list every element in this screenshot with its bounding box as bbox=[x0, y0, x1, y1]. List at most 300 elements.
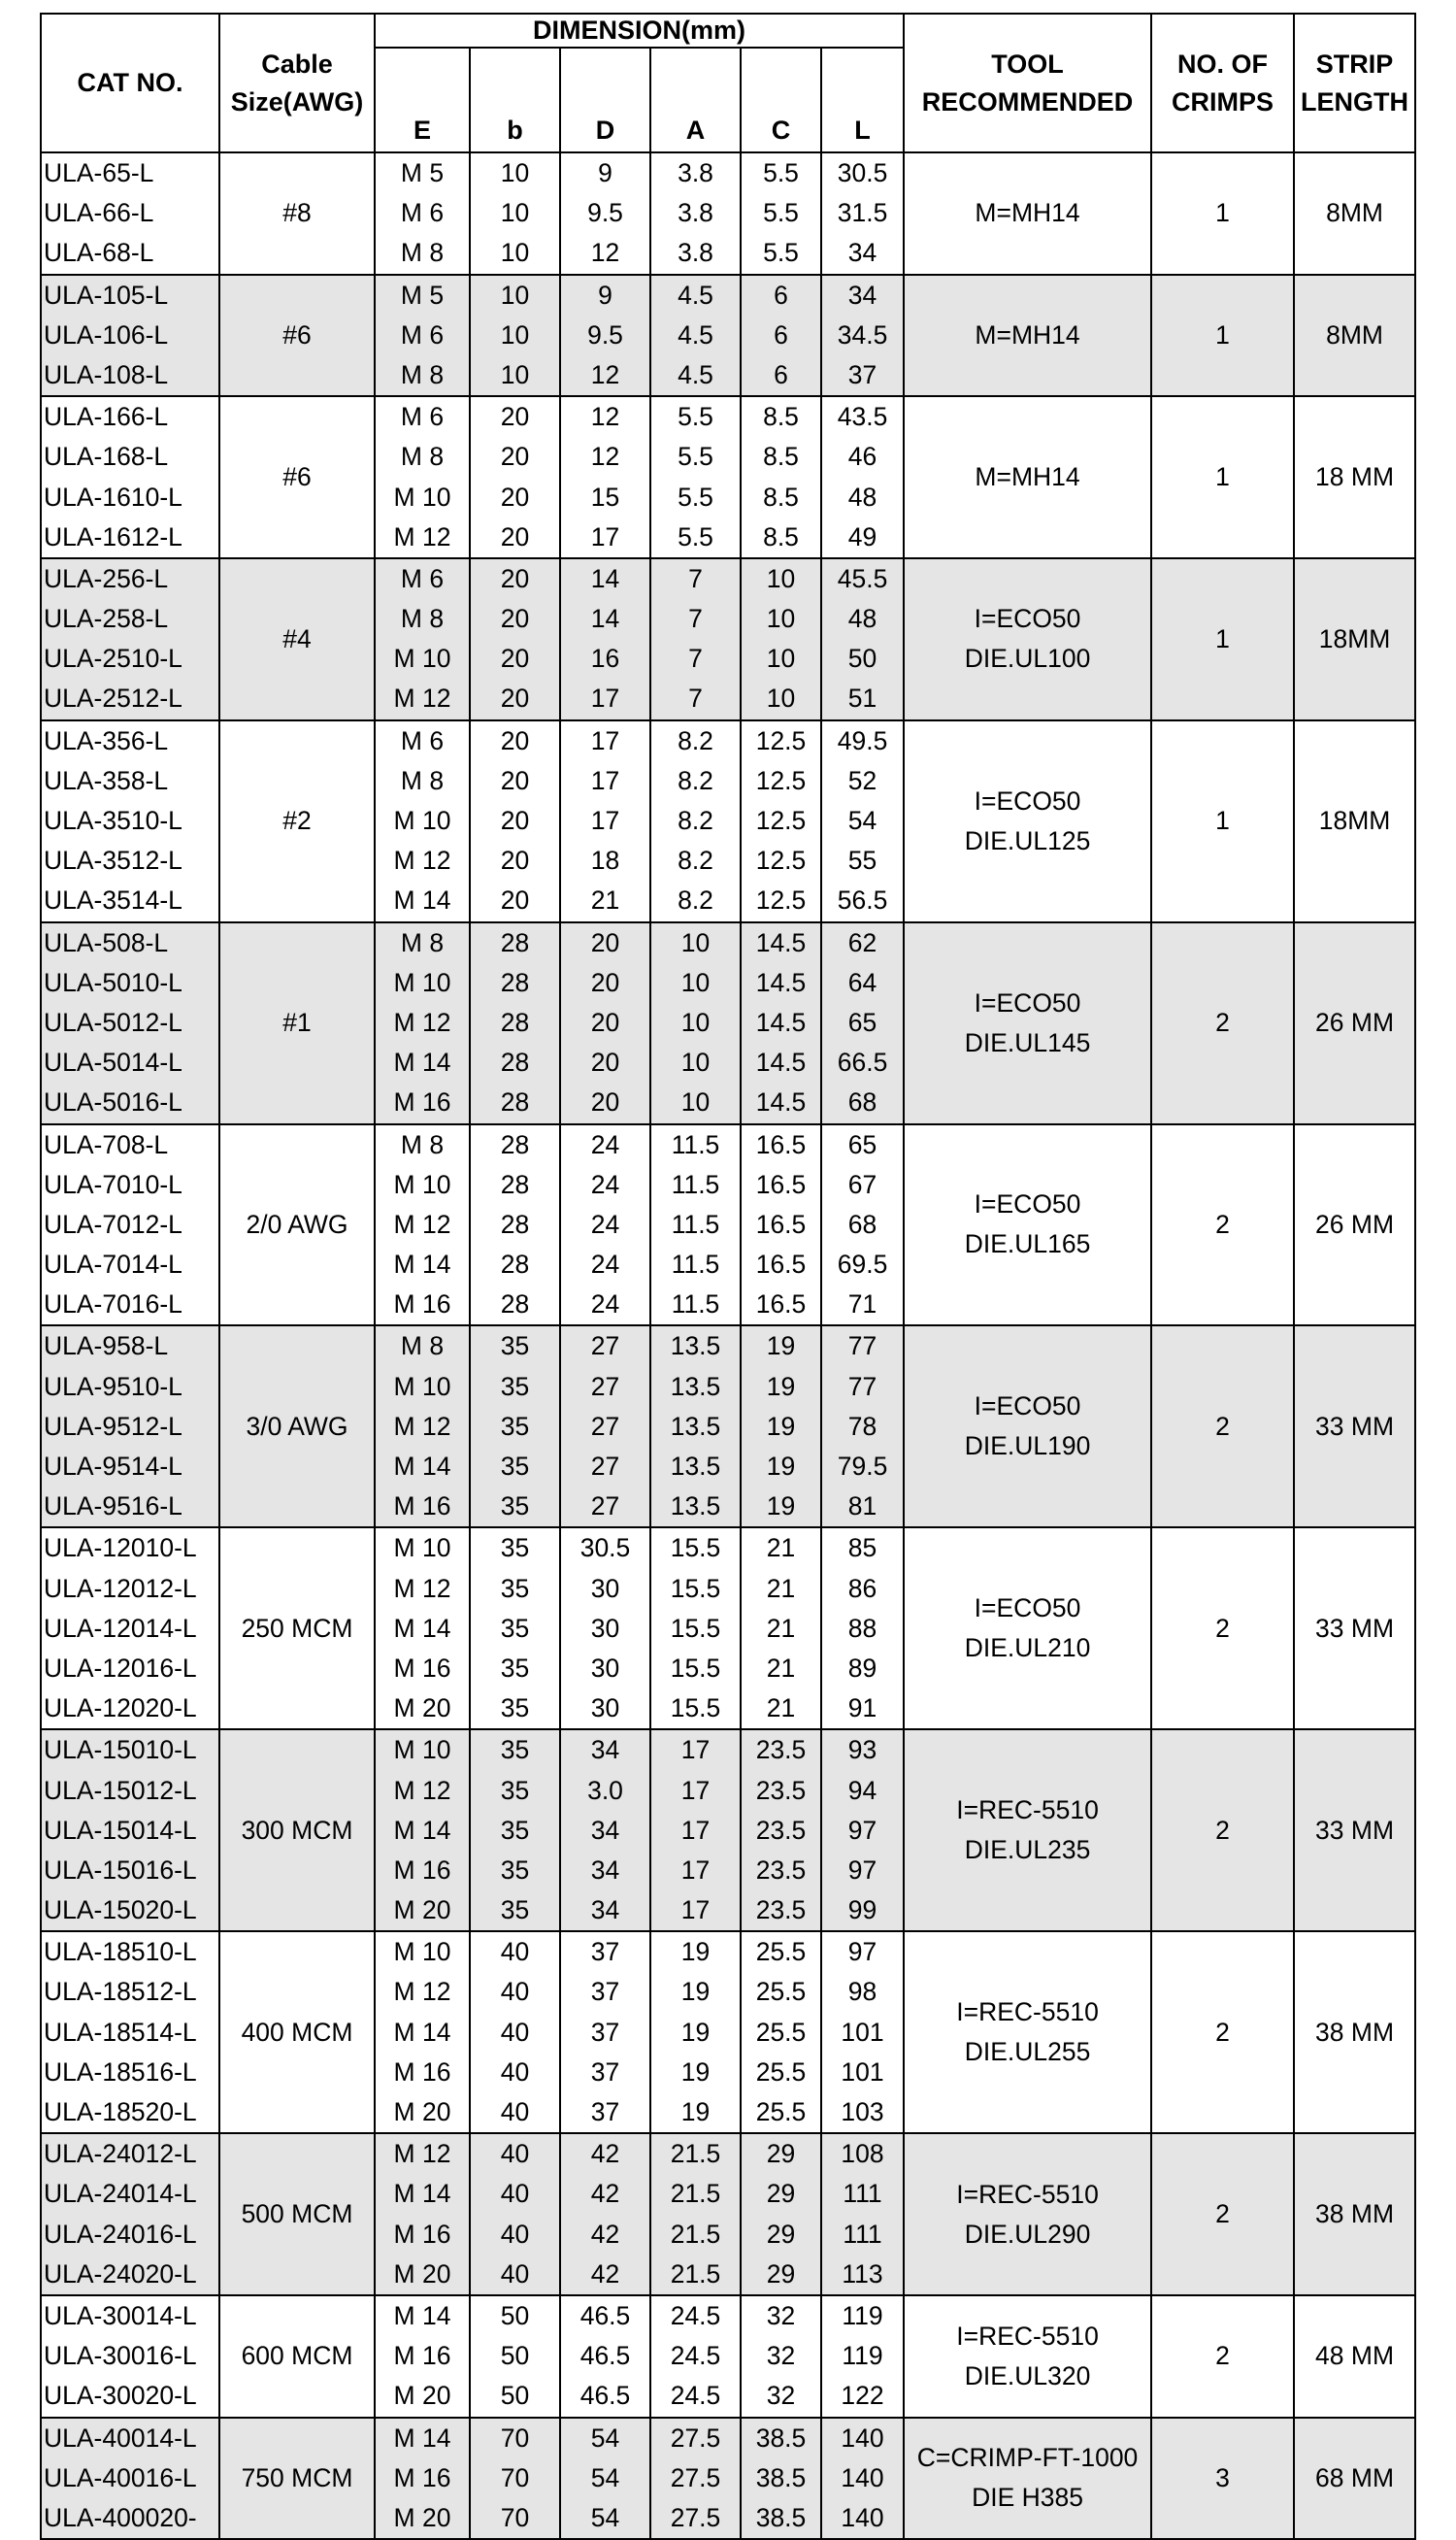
dim-b-value: 20 bbox=[500, 725, 530, 755]
cat-no-value: ULA-7012-L bbox=[44, 1209, 182, 1239]
dim-l-value: 93 bbox=[847, 1735, 877, 1765]
tool-line: C=CRIMP-FT-1000 bbox=[916, 2443, 1139, 2473]
dim-a-cell bbox=[650, 275, 741, 397]
cable-size-cell: 300 MCM bbox=[219, 1729, 375, 1931]
dim-c-value: 38.5 bbox=[755, 2423, 807, 2453]
dim-a-value: 5.5 bbox=[678, 402, 713, 432]
dim-e-value: M 14 bbox=[393, 1452, 451, 1481]
tool-line: I=ECO50 bbox=[974, 1593, 1081, 1623]
dim-e-cell bbox=[375, 2133, 470, 2295]
dim-d-cell bbox=[560, 2418, 650, 2540]
dim-a-value: 4.5 bbox=[678, 319, 713, 350]
dim-a-value: 3.8 bbox=[678, 198, 713, 228]
dim-a-value: 24.5 bbox=[670, 2381, 721, 2411]
cat-no-value: ULA-12010-L bbox=[44, 1533, 197, 1563]
dim-e-value: M 6 bbox=[400, 563, 445, 593]
dim-c-value: 23.5 bbox=[755, 1735, 807, 1765]
dim-e-cell bbox=[375, 558, 470, 720]
dim-l-value: 30.5 bbox=[837, 158, 888, 187]
dim-a-value: 10 bbox=[680, 1007, 711, 1037]
crimps-cell: 2 bbox=[1151, 922, 1294, 1124]
strip-length-cell: 33 MM bbox=[1294, 1325, 1415, 1527]
dim-d-value: 12 bbox=[590, 442, 620, 472]
dim-a-value: 24.5 bbox=[670, 2300, 721, 2330]
dim-a-cell bbox=[650, 2133, 741, 2295]
dim-b-cell bbox=[470, 1124, 560, 1326]
dim-e-value: M 16 bbox=[393, 1289, 451, 1320]
dim-a-value: 19 bbox=[680, 1937, 711, 1967]
dim-d-cell bbox=[560, 1931, 650, 2133]
dim-l-value: 48 bbox=[847, 604, 877, 634]
dim-b-value: 20 bbox=[500, 765, 530, 795]
dim-d-value: 30 bbox=[590, 1693, 620, 1723]
dim-e-value: M 14 bbox=[393, 2179, 451, 2209]
dim-e-cell bbox=[375, 1325, 470, 1527]
dim-d-value: 18 bbox=[590, 846, 620, 876]
dim-c-cell bbox=[741, 1325, 821, 1527]
cat-no-value: ULA-9516-L bbox=[44, 1491, 182, 1521]
dim-a-value: 8.2 bbox=[678, 846, 713, 876]
dim-a-value: 27.5 bbox=[670, 2462, 721, 2492]
tool-line: DIE.UL145 bbox=[964, 1027, 1091, 1057]
dim-b-cell bbox=[470, 2133, 560, 2295]
cat-no-cell bbox=[41, 396, 219, 558]
dim-l-cell bbox=[821, 152, 904, 275]
dim-b-value: 70 bbox=[500, 2502, 530, 2532]
dim-l-value: 89 bbox=[847, 1653, 877, 1683]
tool-line: DIE H385 bbox=[972, 2483, 1083, 2513]
tool-line: I=ECO50 bbox=[974, 785, 1081, 816]
tool-line: DIE.UL125 bbox=[964, 825, 1091, 855]
cat-no-value: ULA-12020-L bbox=[44, 1693, 197, 1723]
cable-size-cell: #2 bbox=[219, 720, 375, 922]
dim-e-value: M 12 bbox=[393, 1977, 451, 2007]
dim-d-value: 46.5 bbox=[579, 2341, 631, 2371]
dim-a-value: 8.2 bbox=[678, 886, 713, 916]
dim-d-value: 14 bbox=[590, 563, 620, 593]
dim-d-value: 15 bbox=[590, 482, 620, 512]
dim-d-cell bbox=[560, 720, 650, 922]
dim-b-value: 28 bbox=[500, 1209, 530, 1239]
dim-b-value: 35 bbox=[500, 1452, 530, 1481]
tool-recommended-cell bbox=[904, 396, 1151, 558]
dim-l-cell bbox=[821, 275, 904, 397]
dim-b-value: 20 bbox=[500, 521, 530, 551]
tool-recommended-cell bbox=[904, 2133, 1151, 2295]
dim-b-value: 40 bbox=[500, 2097, 530, 2126]
dim-a-value: 19 bbox=[680, 2056, 711, 2087]
dim-a-value: 5.5 bbox=[678, 482, 713, 512]
dim-b-value: 28 bbox=[500, 1007, 530, 1037]
dim-b-value: 20 bbox=[500, 402, 530, 432]
dim-a-value: 10 bbox=[680, 927, 711, 957]
dim-a-value: 13.5 bbox=[670, 1331, 721, 1361]
tool-line: I=ECO50 bbox=[974, 604, 1081, 634]
dim-c-value: 19 bbox=[766, 1411, 796, 1441]
dim-e-value: M 14 bbox=[393, 886, 451, 916]
cat-no-value: ULA-66-L bbox=[44, 198, 154, 228]
dim-e-value: M 8 bbox=[400, 442, 445, 472]
dim-e-value: M 16 bbox=[393, 1653, 451, 1683]
tool-line: DIE.UL190 bbox=[964, 1431, 1091, 1461]
dim-b-value: 35 bbox=[500, 1895, 530, 1925]
dim-a-value: 13.5 bbox=[670, 1491, 721, 1521]
dim-b-cell bbox=[470, 275, 560, 397]
dim-d-value: 30 bbox=[590, 1573, 620, 1603]
dim-e-value: M 14 bbox=[393, 1048, 451, 1078]
dim-d-cell bbox=[560, 152, 650, 275]
crimps-cell: 2 bbox=[1151, 2133, 1294, 2295]
dim-e-value: M 12 bbox=[393, 684, 451, 714]
cat-no-value: ULA-166-L bbox=[44, 402, 169, 432]
dim-d-value: 42 bbox=[590, 2258, 620, 2289]
dim-a-cell bbox=[650, 1124, 741, 1326]
tool-recommended-cell bbox=[904, 1325, 1151, 1527]
dim-a-value: 3.8 bbox=[678, 158, 713, 187]
dim-e-value: M 16 bbox=[393, 1087, 451, 1118]
dim-e-value: M 10 bbox=[393, 1533, 451, 1563]
dim-c-cell bbox=[741, 2295, 821, 2418]
dim-c-value: 29 bbox=[766, 2219, 796, 2249]
tool-recommended-cell bbox=[904, 922, 1151, 1124]
cat-no-value: ULA-18512-L bbox=[44, 1977, 197, 2007]
dim-l-value: 56.5 bbox=[837, 886, 888, 916]
cat-no-value: ULA-7014-L bbox=[44, 1250, 182, 1280]
dim-d-value: 20 bbox=[590, 1048, 620, 1078]
cat-no-value: ULA-12012-L bbox=[44, 1573, 197, 1603]
dim-e-value: M 14 bbox=[393, 1815, 451, 1845]
dim-c-value: 25.5 bbox=[755, 1937, 807, 1967]
dim-d-value: 24 bbox=[590, 1250, 620, 1280]
dim-c-cell bbox=[741, 396, 821, 558]
tool-line: DIE.UL235 bbox=[964, 1835, 1091, 1865]
dim-e-cell bbox=[375, 152, 470, 275]
dim-d-value: 27 bbox=[590, 1411, 620, 1441]
dim-c-value: 19 bbox=[766, 1331, 796, 1361]
dim-e-value: M 12 bbox=[393, 521, 451, 551]
dim-e-value: M 8 bbox=[400, 604, 445, 634]
dim-l-cell bbox=[821, 2133, 904, 2295]
dim-l-value: 94 bbox=[847, 1775, 877, 1805]
strip-length-cell: 68 MM bbox=[1294, 2418, 1415, 2540]
dim-c-value: 14.5 bbox=[755, 967, 807, 997]
dim-b-value: 35 bbox=[500, 1653, 530, 1683]
dim-e-value: M 12 bbox=[393, 1411, 451, 1441]
dim-l-cell bbox=[821, 396, 904, 558]
dim-l-value: 43.5 bbox=[837, 402, 888, 432]
dim-c-cell bbox=[741, 1124, 821, 1326]
dim-e-value: M 5 bbox=[400, 158, 445, 187]
dim-a-value: 7 bbox=[688, 563, 703, 593]
dim-e-value: M 14 bbox=[393, 1613, 451, 1643]
dim-b-value: 20 bbox=[500, 806, 530, 835]
cat-no-value: ULA-40016-L bbox=[44, 2462, 197, 2492]
dim-e-value: M 5 bbox=[400, 280, 445, 310]
dim-e-cell bbox=[375, 2295, 470, 2418]
dim-a-cell bbox=[650, 2295, 741, 2418]
dim-a-value: 8.2 bbox=[678, 806, 713, 835]
dim-d-value: 54 bbox=[590, 2502, 620, 2532]
cat-no-value: ULA-24020-L bbox=[44, 2258, 197, 2289]
cat-no-value: ULA-3510-L bbox=[44, 806, 182, 835]
dim-c-value: 14.5 bbox=[755, 1087, 807, 1118]
dim-d-value: 42 bbox=[590, 2219, 620, 2249]
cat-no-value: ULA-400020- bbox=[44, 2502, 197, 2532]
tool-line: DIE.UL100 bbox=[964, 644, 1091, 674]
dim-b-value: 20 bbox=[500, 886, 530, 916]
cat-no-cell bbox=[41, 2418, 219, 2540]
dim-b-cell bbox=[470, 1729, 560, 1931]
cable-size-cell: 3/0 AWG bbox=[219, 1325, 375, 1527]
cat-no-value: ULA-168-L bbox=[44, 442, 169, 472]
dim-c-value: 32 bbox=[766, 2300, 796, 2330]
dim-e-value: M 6 bbox=[400, 319, 445, 350]
dim-b-value: 20 bbox=[500, 604, 530, 634]
dim-a-value: 19 bbox=[680, 2097, 711, 2126]
cat-no-value: ULA-958-L bbox=[44, 1331, 169, 1361]
dim-l-value: 99 bbox=[847, 1895, 877, 1925]
crimp-lug-spec-table bbox=[40, 13, 1416, 2540]
dim-l-cell bbox=[821, 1325, 904, 1527]
dim-b-value: 28 bbox=[500, 1129, 530, 1159]
tool-line: DIE.UL210 bbox=[964, 1633, 1091, 1663]
dim-e-value: M 16 bbox=[393, 2219, 451, 2249]
dim-d-value: 12 bbox=[590, 359, 620, 389]
dim-l-value: 85 bbox=[847, 1533, 877, 1563]
cable-size-cell: #6 bbox=[219, 396, 375, 558]
dim-b-value: 28 bbox=[500, 1169, 530, 1199]
dim-a-value: 7 bbox=[688, 644, 703, 674]
tool-line: DIE.UL255 bbox=[964, 2037, 1091, 2067]
dim-d-cell bbox=[560, 558, 650, 720]
dim-d-cell bbox=[560, 1729, 650, 1931]
dim-a-cell bbox=[650, 1527, 741, 1729]
dim-l-value: 45.5 bbox=[837, 563, 888, 593]
dim-b-cell bbox=[470, 1527, 560, 1729]
dim-c-value: 19 bbox=[766, 1491, 796, 1521]
dim-b-value: 10 bbox=[500, 359, 530, 389]
dim-b-value: 35 bbox=[500, 1411, 530, 1441]
dim-e-cell bbox=[375, 1931, 470, 2133]
dim-d-cell bbox=[560, 2295, 650, 2418]
cat-no-value: ULA-15016-L bbox=[44, 1855, 197, 1885]
dim-b-value: 50 bbox=[500, 2381, 530, 2411]
cat-no-cell bbox=[41, 275, 219, 397]
dim-e-header: E bbox=[375, 48, 470, 152]
dim-d-value: 34 bbox=[590, 1735, 620, 1765]
dim-c-value: 38.5 bbox=[755, 2502, 807, 2532]
dim-e-value: M 20 bbox=[393, 1693, 451, 1723]
strip-length-cell: 8MM bbox=[1294, 152, 1415, 275]
dim-c-value: 25.5 bbox=[755, 2097, 807, 2126]
dim-e-value: M 14 bbox=[393, 1250, 451, 1280]
dim-l-value: 51 bbox=[847, 684, 877, 714]
dim-a-value: 13.5 bbox=[670, 1411, 721, 1441]
dim-c-value: 10 bbox=[766, 644, 796, 674]
tool-recommended-cell bbox=[904, 1527, 1151, 1729]
dim-c-value: 38.5 bbox=[755, 2462, 807, 2492]
cat-no-value: ULA-68-L bbox=[44, 238, 154, 268]
dim-b-cell bbox=[470, 1325, 560, 1527]
cable-size-cell: 2/0 AWG bbox=[219, 1124, 375, 1326]
dim-l-value: 50 bbox=[847, 644, 877, 674]
dim-d-value: 17 bbox=[590, 765, 620, 795]
dim-a-value: 13.5 bbox=[670, 1452, 721, 1481]
table-body bbox=[41, 152, 1415, 2539]
cat-no-cell bbox=[41, 152, 219, 275]
cat-no-value: ULA-15010-L bbox=[44, 1735, 197, 1765]
dim-l-value: 111 bbox=[843, 2179, 882, 2209]
cat-no-cell bbox=[41, 1124, 219, 1326]
dim-e-value: M 14 bbox=[393, 2017, 451, 2047]
dim-l-value: 88 bbox=[847, 1613, 877, 1643]
dim-l-cell bbox=[821, 1124, 904, 1326]
cable-size-cell: 400 MCM bbox=[219, 1931, 375, 2133]
dim-a-value: 17 bbox=[680, 1815, 711, 1845]
dim-c-value: 19 bbox=[766, 1371, 796, 1401]
dim-c-value: 12.5 bbox=[755, 725, 807, 755]
tool-recommended-cell bbox=[904, 275, 1151, 397]
dim-l-value: 65 bbox=[847, 1007, 877, 1037]
dim-l-value: 101 bbox=[841, 2056, 884, 2087]
dim-b-value: 10 bbox=[500, 319, 530, 350]
dim-b-cell bbox=[470, 558, 560, 720]
strip-length-cell: 38 MM bbox=[1294, 2133, 1415, 2295]
dim-d-value: 37 bbox=[590, 2056, 620, 2087]
dim-e-value: M 10 bbox=[393, 1735, 451, 1765]
dim-a-cell bbox=[650, 396, 741, 558]
cable-size-cell: #6 bbox=[219, 275, 375, 397]
dim-l-header: L bbox=[821, 48, 904, 152]
dim-e-value: M 10 bbox=[393, 967, 451, 997]
cat-no-value: ULA-12014-L bbox=[44, 1613, 197, 1643]
dim-l-cell bbox=[821, 558, 904, 720]
table-row-group bbox=[41, 2133, 1415, 2295]
dim-a-value: 19 bbox=[680, 2017, 711, 2047]
cat-no-value: ULA-30014-L bbox=[44, 2300, 197, 2330]
cat-no-value: ULA-30020-L bbox=[44, 2381, 197, 2411]
crimps-cell: 1 bbox=[1151, 720, 1294, 922]
dim-c-value: 21 bbox=[766, 1533, 796, 1563]
crimps-cell: 1 bbox=[1151, 396, 1294, 558]
dim-b-value: 35 bbox=[500, 1533, 530, 1563]
dim-a-value: 24.5 bbox=[670, 2341, 721, 2371]
tool-line: I=REC-5510 bbox=[956, 1997, 1099, 2027]
dim-a-value: 11.5 bbox=[671, 1209, 720, 1239]
cat-no-cell bbox=[41, 2133, 219, 2295]
tool-line: DIE.UL165 bbox=[964, 1229, 1091, 1259]
crimps-cell: 2 bbox=[1151, 1124, 1294, 1326]
dim-l-value: 34.5 bbox=[837, 319, 888, 350]
dim-l-cell bbox=[821, 1931, 904, 2133]
cable-size-cell: 250 MCM bbox=[219, 1527, 375, 1729]
dim-d-value: 34 bbox=[590, 1815, 620, 1845]
dim-e-value: M 16 bbox=[393, 2462, 451, 2492]
dim-l-value: 113 bbox=[842, 2258, 883, 2289]
tool-recommended-cell bbox=[904, 2295, 1151, 2418]
dim-d-value: 42 bbox=[590, 2139, 620, 2169]
cable-size-cell: 750 MCM bbox=[219, 2418, 375, 2540]
dim-d-value: 27 bbox=[590, 1371, 620, 1401]
table-row-group bbox=[41, 1124, 1415, 1326]
crimps-cell: 2 bbox=[1151, 1931, 1294, 2133]
dim-e-value: M 16 bbox=[393, 1491, 451, 1521]
dim-b-value: 40 bbox=[500, 2179, 530, 2209]
dim-c-value: 10 bbox=[766, 563, 796, 593]
dim-l-value: 119 bbox=[842, 2341, 883, 2371]
dim-l-cell bbox=[821, 1527, 904, 1729]
cat-no-value: ULA-7010-L bbox=[44, 1169, 182, 1199]
dim-e-value: M 10 bbox=[393, 806, 451, 835]
dim-e-value: M 6 bbox=[400, 402, 445, 432]
cat-no-value: ULA-708-L bbox=[44, 1129, 169, 1159]
dim-e-value: M 8 bbox=[400, 359, 445, 389]
dim-c-cell bbox=[741, 152, 821, 275]
dim-b-value: 40 bbox=[500, 2219, 530, 2249]
dim-l-value: 65 bbox=[847, 1129, 877, 1159]
dim-c-value: 29 bbox=[766, 2139, 796, 2169]
dim-l-value: 81 bbox=[847, 1491, 877, 1521]
dim-c-value: 5.5 bbox=[763, 198, 799, 228]
dim-c-value: 21 bbox=[766, 1573, 796, 1603]
crimps-cell: 1 bbox=[1151, 275, 1294, 397]
dim-b-value: 70 bbox=[500, 2423, 530, 2453]
dim-c-value: 10 bbox=[766, 604, 796, 634]
cat-no-value: ULA-9510-L bbox=[44, 1371, 182, 1401]
dim-l-value: 140 bbox=[841, 2423, 884, 2453]
cat-no-value: ULA-15020-L bbox=[44, 1895, 197, 1925]
dim-c-value: 23.5 bbox=[755, 1775, 807, 1805]
cat-no-value: ULA-356-L bbox=[44, 725, 169, 755]
dim-c-cell bbox=[741, 922, 821, 1124]
tool-line: I=ECO50 bbox=[974, 1391, 1081, 1421]
strip-length-header: STRIP LENGTH bbox=[1294, 14, 1415, 152]
dim-c-value: 29 bbox=[766, 2179, 796, 2209]
dim-b-value: 10 bbox=[500, 238, 530, 268]
dim-a-cell bbox=[650, 1729, 741, 1931]
dim-c-value: 21 bbox=[766, 1693, 796, 1723]
dim-c-cell bbox=[741, 1729, 821, 1931]
cat-no-value: ULA-24016-L bbox=[44, 2219, 197, 2249]
dim-b-value: 28 bbox=[500, 967, 530, 997]
dim-b-value: 20 bbox=[500, 442, 530, 472]
dim-a-value: 13.5 bbox=[670, 1371, 721, 1401]
dim-d-value: 27 bbox=[590, 1331, 620, 1361]
cat-no-value: ULA-256-L bbox=[44, 563, 169, 593]
dim-c-value: 8.5 bbox=[763, 482, 799, 512]
cat-no-value: ULA-258-L bbox=[44, 604, 169, 634]
cat-no-value: ULA-40014-L bbox=[44, 2423, 197, 2453]
dimension-header: DIMENSION(mm) bbox=[375, 14, 904, 48]
dim-b-value: 20 bbox=[500, 644, 530, 674]
dim-l-value: 48 bbox=[847, 482, 877, 512]
dim-b-value: 35 bbox=[500, 1371, 530, 1401]
table-row-group bbox=[41, 1729, 1415, 1931]
dim-d-value: 34 bbox=[590, 1855, 620, 1885]
dim-b-value: 20 bbox=[500, 846, 530, 876]
dim-l-value: 140 bbox=[841, 2462, 884, 2492]
dim-b-value: 35 bbox=[500, 1855, 530, 1885]
dim-b-value: 40 bbox=[500, 1937, 530, 1967]
dim-a-value: 15.5 bbox=[670, 1693, 721, 1723]
dim-l-value: 103 bbox=[841, 2097, 884, 2126]
dim-d-value: 17 bbox=[590, 806, 620, 835]
dim-e-cell bbox=[375, 720, 470, 922]
cat-no-cell bbox=[41, 720, 219, 922]
dim-d-value: 42 bbox=[590, 2179, 620, 2209]
dim-a-value: 15.5 bbox=[670, 1613, 721, 1643]
dim-l-value: 64 bbox=[847, 967, 877, 997]
